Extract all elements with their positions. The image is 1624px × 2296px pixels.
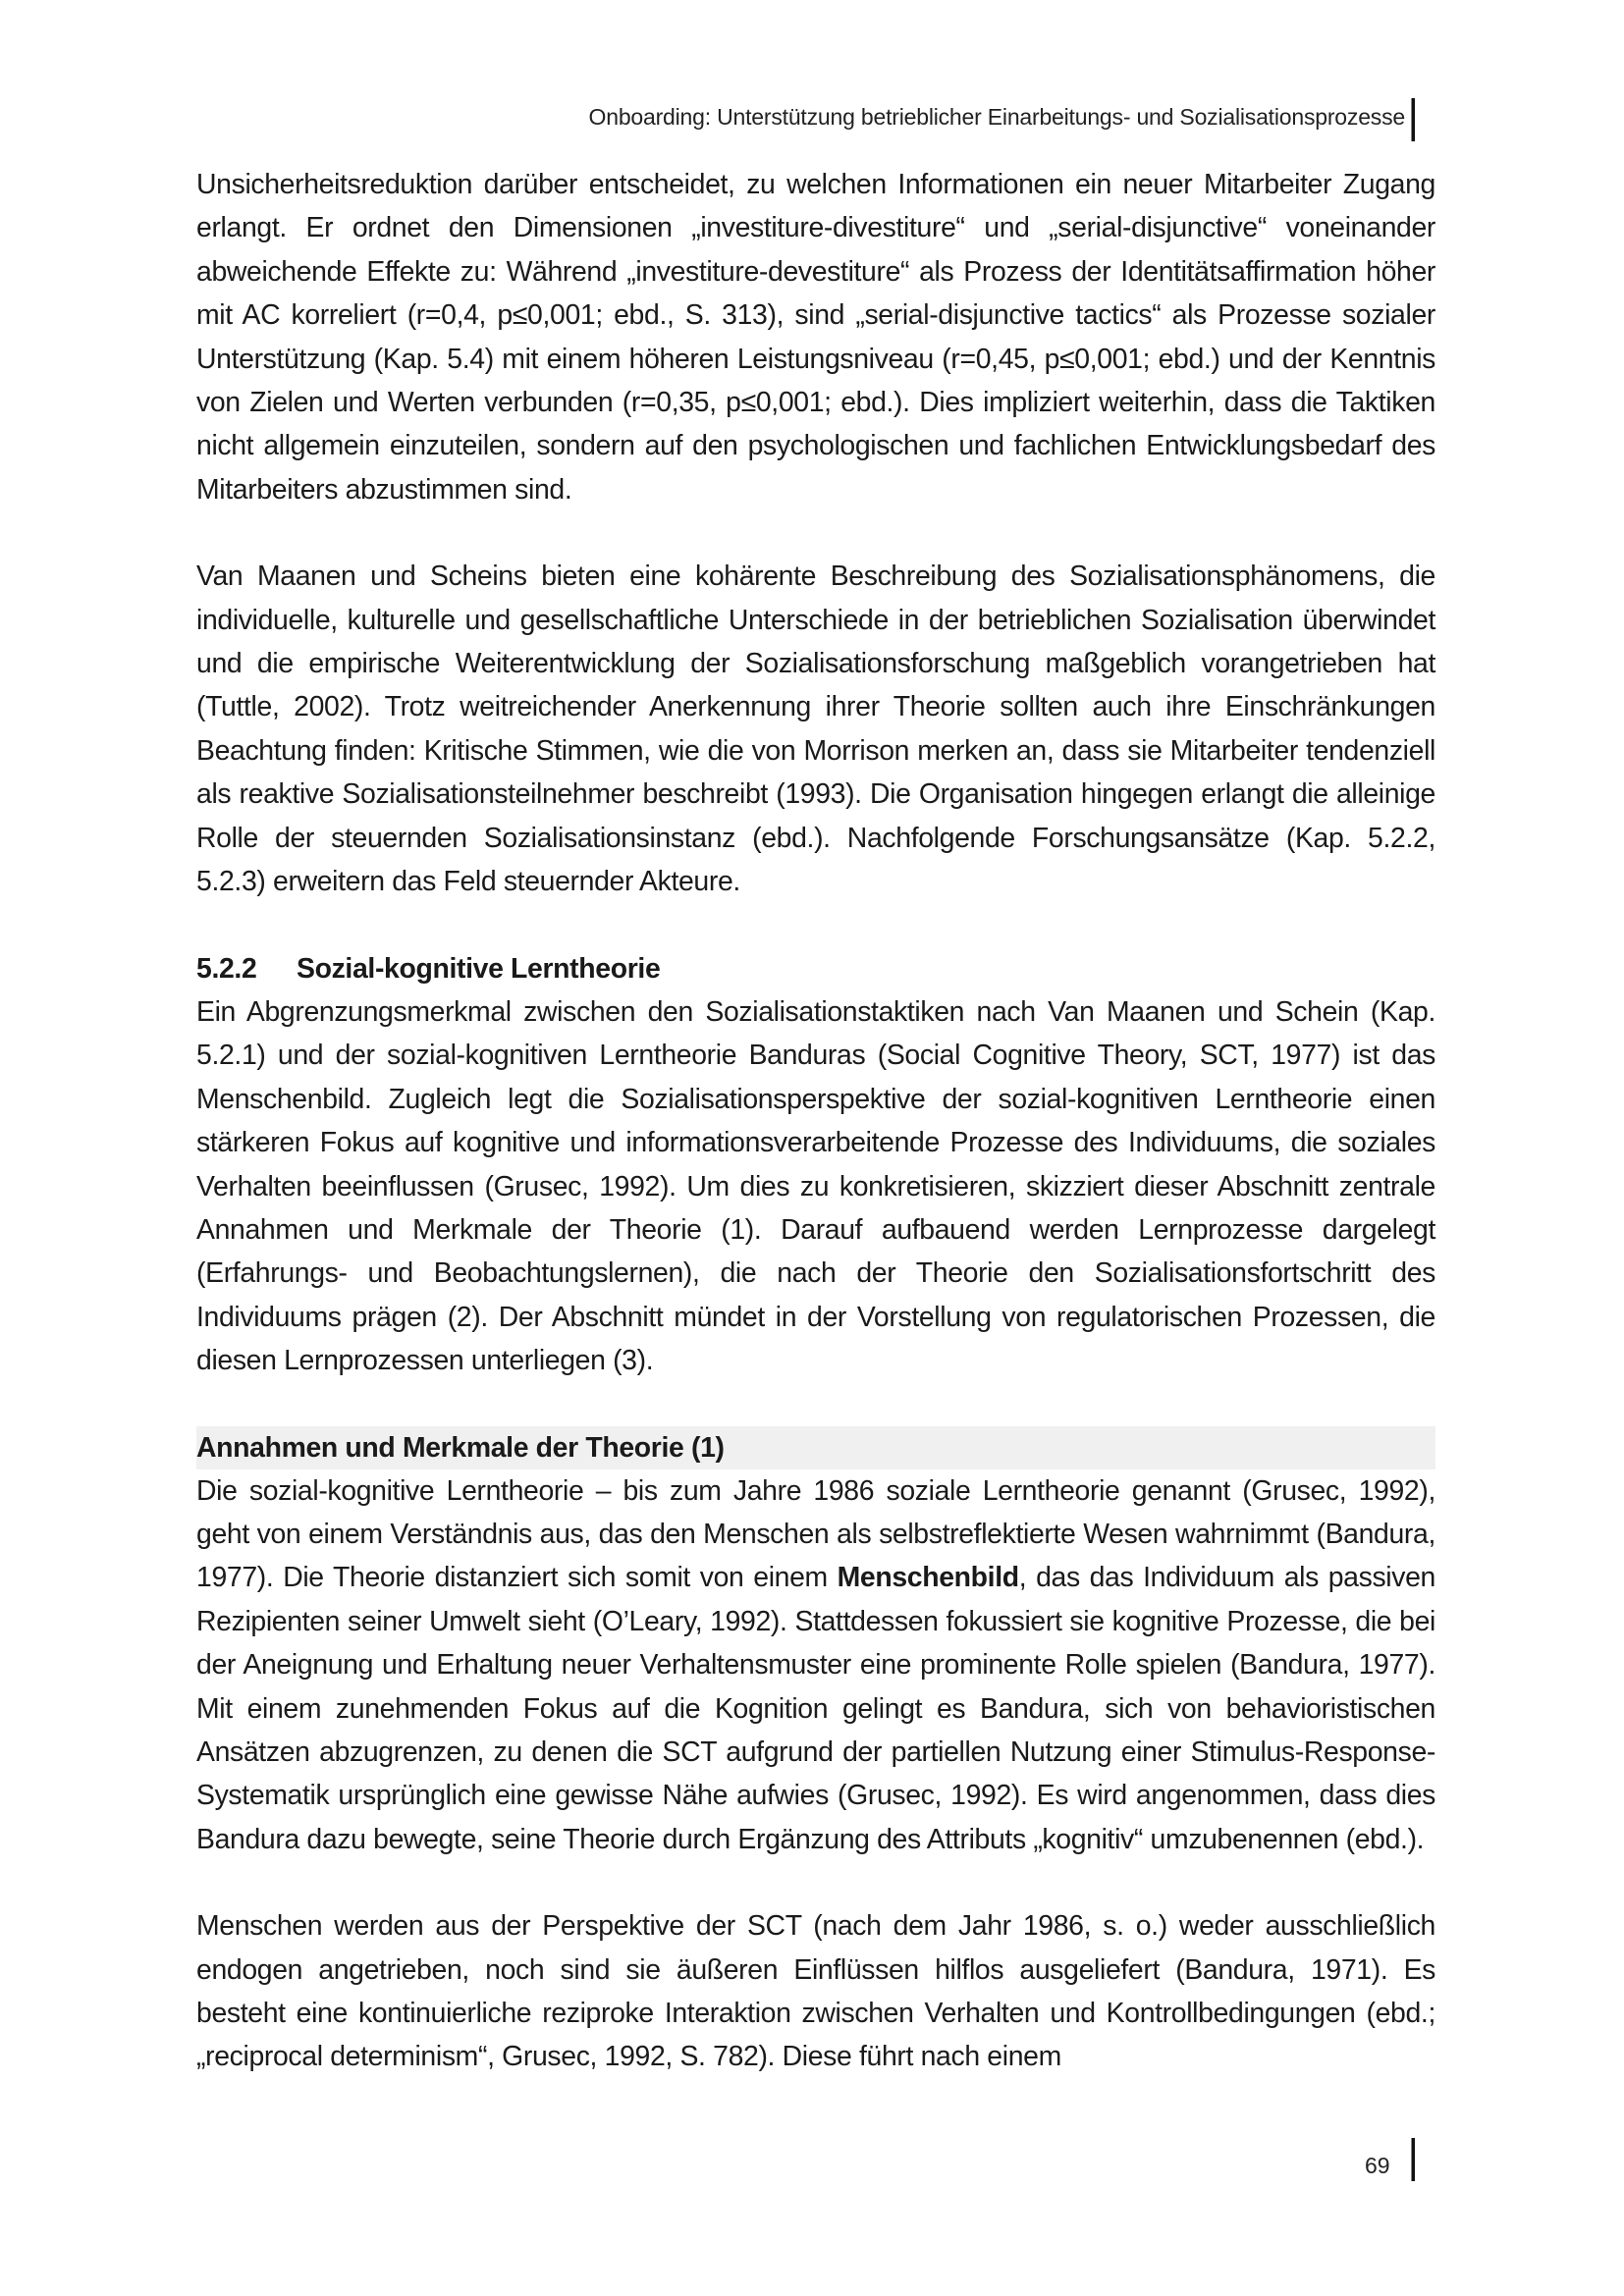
paragraph-spacer — [196, 1383, 1435, 1426]
paragraph-text: Die sozial-kognitive Lerntheorie – bis zum Jahre 1986 soziale Lerntheorie genannt (Grusec, 1992), geht von einem Verständnis aus, das den Menschen als selbstreflektierte Wesen wahrnimmt (Bandura, 1977). Die Theorie distanziert sich somit von einem — [196, 1474, 1435, 1594]
paragraph-socialization-tactics-effects: Unsicherheitsreduktion darüber entscheidet, zu welchen Informationen ein neuer Mitarbeiter Zugang erlangt. Er ordnet den Dimensionen „investiture-divestiture“ und „serial-disjunctive“ voneinander abweichende Effekte zu: Während „investiture-devestiture“ als Prozess der Identitätsaffirmation höher mit AC korreliert (r=0,4, p≤0,001; ebd., S. 313), sind „serial-disjunctive tactics“ als Prozesse sozialer Unterstützung (Kap. 5.4) mit einem höheren Leistungsniveau (r=0,45, p≤0,001; ebd.) und der Kenntnis von Zielen und Werten verbunden (r=0,35, p≤0,001; ebd.). Dies impliziert weiterhin, dass die Taktiken nicht allgemein einzuteilen, sondern auf den psychologischen und fachlichen Entwicklungsbedarf des Mitarbeiters abzustimmen sind. — [196, 169, 1435, 506]
bold-term-menschenbild: Menschenbild — [837, 1562, 1019, 1594]
subsection-heading: Annahmen und Merkmale der Theorie (1) — [196, 1426, 1435, 1469]
footer-divider-bar — [1411, 2138, 1415, 2181]
section-number: 5.2.2 — [196, 952, 257, 985]
paragraph-spacer — [196, 1861, 1435, 1904]
section-title: Sozial-kognitive Lerntheorie — [297, 952, 661, 985]
running-header: Onboarding: Unterstützung betrieblicher Einarbeitungs- und Sozialisationsprozesse — [588, 104, 1405, 130]
paragraph-sct-assumptions — [196, 1469, 1435, 1862]
paragraph-spacer — [196, 511, 1435, 555]
paragraph-sct-introduction: Ein Abgrenzungsmerkmal zwischen den Sozialisationstaktiken nach Van Maanen und Schein (Kap. 5.2.1) und der sozial-kognitiven Lerntheorie Banduras (Social Cognitive Theory, SCT, 1977) ist das Menschenbild. Zugleich legt die Sozialisationsperspektive der sozial-kognitiven Lerntheorie einen stärkeren Fokus auf kognitive und informationsverarbeitende Prozesse des Individuums, die soziales Verhalten beeinflussen (Grusec, 1992). Um dies zu konkretisieren, skizziert dieser Abschnitt zentrale Annahmen und Merkmale der Theorie (1). Darauf aufbauend werden Lernprozesse dargelegt (Erfahrungs- und Beobachtungslernen), die nach der Theorie den Sozialisationsfortschritt des Individuums prägen (2). Der Abschnitt mündet in der Vorstellung von regulatorischen Prozessen, die diesen Lernprozessen unterliegen (3). — [196, 995, 1435, 1377]
paragraph-spacer — [196, 904, 1435, 947]
paragraph-reciprocal-determinism: Menschen werden aus der Perspektive der SCT (nach dem Jahr 1986, s. o.) weder ausschließlich endogen angetrieben, noch sind sie äußeren Einflüssen hilflos ausgeliefert (Bandura, 1971). Es besteht eine kontinuierliche reziproke Interaktion zwischen Verhalten und Kontrollbedingungen (ebd.; „reciprocal determinism“, Grusec, 1992, S. 782). Diese führt nach einem — [196, 1910, 1435, 2073]
paragraph-text: , das das Individuum als passiven Rezipienten seiner Umwelt sieht (O’Leary, 1992). Stattdessen fokussiert sie kognitive Prozesse, die bei der Aneignung und Erhaltung neuer Verhaltensmuster eine prominente Rolle spielen (Bandura, 1977). Mit einem zunehmenden Fokus auf die Kognition gelingt es Bandura, sich von behavioristischen Ansätzen abzugrenzen, zu denen die SCT aufgrund der partiellen Nutzung einer Stimulus-Response-Systematik ursprünglich eine gewisse Nähe aufwies (Grusec, 1992). Es wird angenommen, dass dies Bandura dazu bewegte, seine Theorie durch Ergänzung des Attributs „kognitiv“ umzubenennen (ebd.). — [196, 1562, 1435, 1855]
page-content — [196, 163, 1435, 2079]
page-number: 69 — [1365, 2153, 1390, 2178]
header-divider-bar — [1411, 98, 1415, 141]
section-heading — [196, 947, 1435, 990]
paragraph-van-maanen-critique: Van Maanen und Scheins bieten eine kohärente Beschreibung des Sozialisationsphänomens, die individuelle, kulturelle und gesellschaftliche Unterschiede in der betrieblichen Sozialisation überwindet und die empirische Weiterentwicklung der Sozialisationsforschung maßgeblich vorangetrieben hat (Tuttle, 2002). Trotz weitreichender Anerkennung ihrer Theorie sollten auch ihre Einschränkungen Beachtung finden: Kritische Stimmen, wie die von Morrison merken an, dass sie Mitarbeiter tendenziell als reaktive Sozialisationsteilnehmer beschreibt (1993). Die Organisation hingegen erlangt die alleinige Rolle der steuernden Sozialisationsinstanz (ebd.). Nachfolgende Forschungsansätze (Kap. 5.2.2, 5.2.3) erweitern das Feld steuernder Akteure. — [196, 561, 1435, 898]
